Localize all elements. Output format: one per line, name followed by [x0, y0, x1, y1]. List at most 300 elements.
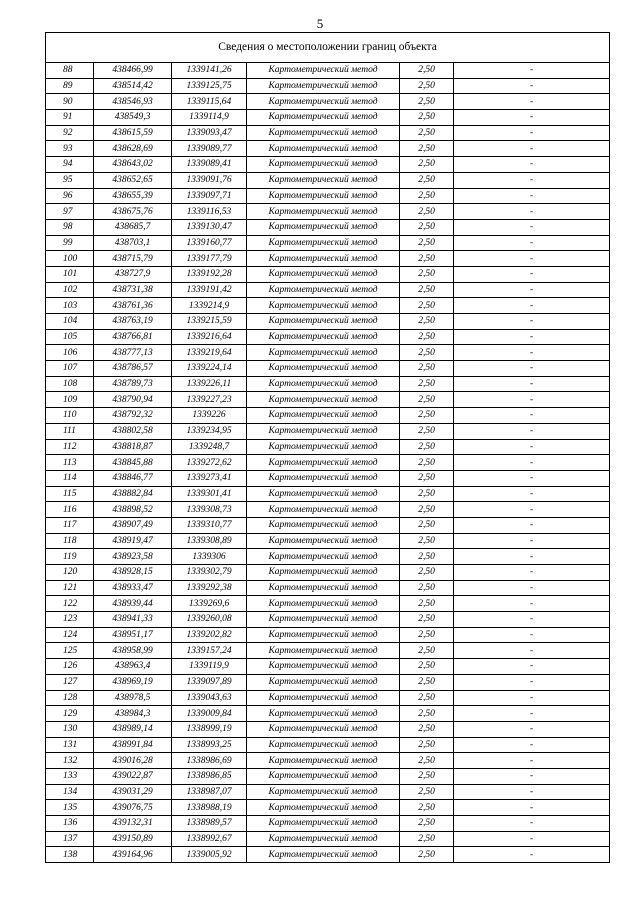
table-row: [46, 94, 610, 110]
accuracy-cell: 2,50: [400, 251, 454, 267]
coord-x-cell: 438978,5: [94, 690, 172, 706]
table-body: [46, 33, 610, 863]
table-row: [46, 219, 610, 235]
note-cell: -: [454, 596, 610, 612]
method-cell: Картометрический метод: [247, 690, 400, 706]
method-cell: Картометрический метод: [247, 596, 400, 612]
note-cell: -: [454, 282, 610, 298]
accuracy-cell: 2,50: [400, 470, 454, 486]
table-row: [46, 78, 610, 94]
method-cell: Картометрический метод: [247, 345, 400, 361]
table-row: [46, 706, 610, 722]
table-row: [46, 847, 610, 863]
accuracy-cell: 2,50: [400, 706, 454, 722]
table-row: [46, 63, 610, 79]
method-cell: Картометрический метод: [247, 533, 400, 549]
accuracy-cell: 2,50: [400, 266, 454, 282]
note-cell: -: [454, 298, 610, 314]
method-cell: Картометрический метод: [247, 78, 400, 94]
page-number: 5: [316, 16, 324, 31]
coord-y-cell: 1339301,41: [172, 486, 247, 502]
accuracy-cell: 2,50: [400, 721, 454, 737]
point-number-cell: 128: [46, 690, 94, 706]
coord-y-cell: 1339308,73: [172, 502, 247, 518]
table-row: [46, 392, 610, 408]
accuracy-cell: 2,50: [400, 800, 454, 816]
note-cell: -: [454, 266, 610, 282]
note-cell: -: [454, 674, 610, 690]
coord-y-cell: 1339215,59: [172, 314, 247, 330]
table-row: [46, 110, 610, 126]
note-cell: -: [454, 800, 610, 816]
coord-y-cell: 1338999,19: [172, 721, 247, 737]
point-number-cell: 112: [46, 439, 94, 455]
table-row: [46, 266, 610, 282]
coord-y-cell: 1339226: [172, 408, 247, 424]
point-number-cell: 105: [46, 329, 94, 345]
note-cell: -: [454, 816, 610, 832]
note-cell: -: [454, 784, 610, 800]
point-number-cell: 126: [46, 659, 94, 675]
coord-y-cell: 1339005,92: [172, 847, 247, 863]
point-number-cell: 92: [46, 125, 94, 141]
table-row: [46, 627, 610, 643]
coord-x-cell: 438958,99: [94, 643, 172, 659]
note-cell: -: [454, 423, 610, 439]
point-number-cell: 122: [46, 596, 94, 612]
coord-y-cell: 1339192,28: [172, 266, 247, 282]
coord-x-cell: 438685,7: [94, 219, 172, 235]
coord-x-cell: 438969,19: [94, 674, 172, 690]
note-cell: -: [454, 141, 610, 157]
note-cell: -: [454, 439, 610, 455]
note-cell: -: [454, 251, 610, 267]
coord-x-cell: 438727,9: [94, 266, 172, 282]
method-cell: Картометрический метод: [247, 314, 400, 330]
note-cell: -: [454, 549, 610, 565]
point-number-cell: 114: [46, 470, 94, 486]
method-cell: Картометрический метод: [247, 847, 400, 863]
table-row: [46, 455, 610, 471]
table-row: [46, 502, 610, 518]
table-row: [46, 690, 610, 706]
table-row: [46, 517, 610, 533]
table-row: [46, 157, 610, 173]
point-number-cell: 125: [46, 643, 94, 659]
coord-y-cell: 1339224,14: [172, 361, 247, 377]
coord-y-cell: 1339219,64: [172, 345, 247, 361]
method-cell: Картометрический метод: [247, 486, 400, 502]
accuracy-cell: 2,50: [400, 753, 454, 769]
point-number-cell: 94: [46, 157, 94, 173]
table-row: [46, 408, 610, 424]
coord-x-cell: 438786,57: [94, 361, 172, 377]
accuracy-cell: 2,50: [400, 78, 454, 94]
point-number-cell: 91: [46, 110, 94, 126]
point-number-cell: 130: [46, 721, 94, 737]
accuracy-cell: 2,50: [400, 737, 454, 753]
method-cell: Картометрический метод: [247, 517, 400, 533]
method-cell: Картометрический метод: [247, 565, 400, 581]
accuracy-cell: 2,50: [400, 831, 454, 847]
accuracy-cell: 2,50: [400, 690, 454, 706]
note-cell: -: [454, 345, 610, 361]
accuracy-cell: 2,50: [400, 580, 454, 596]
table-row: [46, 141, 610, 157]
coord-x-cell: 438628,69: [94, 141, 172, 157]
method-cell: Картометрический метод: [247, 627, 400, 643]
point-number-cell: 96: [46, 188, 94, 204]
coord-x-cell: 438703,1: [94, 235, 172, 251]
table-row: [46, 565, 610, 581]
table-row: [46, 282, 610, 298]
accuracy-cell: 2,50: [400, 674, 454, 690]
coord-y-cell: 1339160,77: [172, 235, 247, 251]
accuracy-cell: 2,50: [400, 361, 454, 377]
note-cell: -: [454, 408, 610, 424]
accuracy-cell: 2,50: [400, 172, 454, 188]
coord-x-cell: 438984,3: [94, 706, 172, 722]
point-number-cell: 135: [46, 800, 94, 816]
note-cell: -: [454, 392, 610, 408]
coord-y-cell: 1339214,9: [172, 298, 247, 314]
coord-y-cell: 1339177,79: [172, 251, 247, 267]
note-cell: -: [454, 376, 610, 392]
point-number-cell: 90: [46, 94, 94, 110]
coord-x-cell: 438675,76: [94, 204, 172, 220]
table-row: [46, 329, 610, 345]
table-row: [46, 721, 610, 737]
method-cell: Картометрический метод: [247, 172, 400, 188]
accuracy-cell: 2,50: [400, 408, 454, 424]
method-cell: Картометрический метод: [247, 110, 400, 126]
table-row: [46, 298, 610, 314]
coord-y-cell: 1339009,84: [172, 706, 247, 722]
table-row: [46, 549, 610, 565]
table-row: [46, 486, 610, 502]
note-cell: -: [454, 235, 610, 251]
point-number-cell: 99: [46, 235, 94, 251]
coord-x-cell: 438846,77: [94, 470, 172, 486]
coord-y-cell: 1338986,85: [172, 768, 247, 784]
point-number-cell: 134: [46, 784, 94, 800]
table-title: Сведения о местоположении границ объекта: [46, 33, 610, 63]
method-cell: Картометрический метод: [247, 157, 400, 173]
table-row: [46, 361, 610, 377]
table-row: [46, 659, 610, 675]
table-row: [46, 204, 610, 220]
point-number-cell: 106: [46, 345, 94, 361]
note-cell: -: [454, 612, 610, 628]
point-number-cell: 120: [46, 565, 94, 581]
method-cell: Картометрический метод: [247, 674, 400, 690]
coord-x-cell: 438789,73: [94, 376, 172, 392]
table-row: [46, 753, 610, 769]
coord-x-cell: 438643,02: [94, 157, 172, 173]
method-cell: Картометрический метод: [247, 251, 400, 267]
point-number-cell: 115: [46, 486, 94, 502]
coord-y-cell: 1339260,08: [172, 612, 247, 628]
note-cell: -: [454, 157, 610, 173]
method-cell: Картометрический метод: [247, 659, 400, 675]
accuracy-cell: 2,50: [400, 502, 454, 518]
point-number-cell: 93: [46, 141, 94, 157]
coord-x-cell: 438761,36: [94, 298, 172, 314]
accuracy-cell: 2,50: [400, 376, 454, 392]
coord-y-cell: 1339125,75: [172, 78, 247, 94]
table-row: [46, 470, 610, 486]
point-number-cell: 117: [46, 517, 94, 533]
point-number-cell: 127: [46, 674, 94, 690]
coord-y-cell: 1339310,77: [172, 517, 247, 533]
accuracy-cell: 2,50: [400, 847, 454, 863]
point-number-cell: 119: [46, 549, 94, 565]
method-cell: Картометрический метод: [247, 643, 400, 659]
accuracy-cell: 2,50: [400, 627, 454, 643]
table-row: [46, 831, 610, 847]
coord-y-cell: 1339093,47: [172, 125, 247, 141]
note-cell: -: [454, 831, 610, 847]
method-cell: Картометрический метод: [247, 361, 400, 377]
table-row: [46, 737, 610, 753]
note-cell: -: [454, 643, 610, 659]
accuracy-cell: 2,50: [400, 643, 454, 659]
coord-y-cell: 1339202,82: [172, 627, 247, 643]
coord-y-cell: 1339269,6: [172, 596, 247, 612]
note-cell: -: [454, 721, 610, 737]
point-number-cell: 103: [46, 298, 94, 314]
coord-x-cell: 438766,81: [94, 329, 172, 345]
accuracy-cell: 2,50: [400, 94, 454, 110]
method-cell: Картометрический метод: [247, 376, 400, 392]
table-row: [46, 439, 610, 455]
accuracy-cell: 2,50: [400, 455, 454, 471]
coord-x-cell: 438549,3: [94, 110, 172, 126]
coord-y-cell: 1339302,79: [172, 565, 247, 581]
point-number-cell: 110: [46, 408, 94, 424]
coord-x-cell: 438731,38: [94, 282, 172, 298]
coord-x-cell: 438845,88: [94, 455, 172, 471]
coord-x-cell: 438951,17: [94, 627, 172, 643]
table-row: [46, 784, 610, 800]
note-cell: -: [454, 706, 610, 722]
accuracy-cell: 2,50: [400, 125, 454, 141]
coord-x-cell: 439016,28: [94, 753, 172, 769]
coord-x-cell: 438919,47: [94, 533, 172, 549]
method-cell: Картометрический метод: [247, 439, 400, 455]
accuracy-cell: 2,50: [400, 219, 454, 235]
accuracy-cell: 2,50: [400, 392, 454, 408]
method-cell: Картометрический метод: [247, 141, 400, 157]
method-cell: Картометрический метод: [247, 329, 400, 345]
method-cell: Картометрический метод: [247, 784, 400, 800]
coord-y-cell: 1339292,38: [172, 580, 247, 596]
table-row: [46, 800, 610, 816]
coord-y-cell: 1339089,77: [172, 141, 247, 157]
accuracy-cell: 2,50: [400, 329, 454, 345]
method-cell: Картометрический метод: [247, 408, 400, 424]
coord-x-cell: 438715,79: [94, 251, 172, 267]
method-cell: Картометрический метод: [247, 298, 400, 314]
accuracy-cell: 2,50: [400, 235, 454, 251]
coord-x-cell: 438991,84: [94, 737, 172, 753]
coord-x-cell: 438963,4: [94, 659, 172, 675]
method-cell: Картометрический метод: [247, 800, 400, 816]
note-cell: -: [454, 455, 610, 471]
point-number-cell: 124: [46, 627, 94, 643]
coord-y-cell: 1339115,64: [172, 94, 247, 110]
coord-x-cell: 438923,58: [94, 549, 172, 565]
table-row: [46, 345, 610, 361]
coord-x-cell: 438792,32: [94, 408, 172, 424]
point-number-cell: 109: [46, 392, 94, 408]
coord-y-cell: 1338993,25: [172, 737, 247, 753]
coord-y-cell: 1339226,11: [172, 376, 247, 392]
point-number-cell: 121: [46, 580, 94, 596]
method-cell: Картометрический метод: [247, 502, 400, 518]
note-cell: -: [454, 219, 610, 235]
method-cell: Картометрический метод: [247, 831, 400, 847]
boundary-coordinates-table: [45, 32, 610, 863]
accuracy-cell: 2,50: [400, 565, 454, 581]
point-number-cell: 137: [46, 831, 94, 847]
coord-y-cell: 1339119,9: [172, 659, 247, 675]
method-cell: Картометрический метод: [247, 188, 400, 204]
note-cell: -: [454, 659, 610, 675]
method-cell: Картометрический метод: [247, 392, 400, 408]
note-cell: -: [454, 110, 610, 126]
method-cell: Картометрический метод: [247, 235, 400, 251]
coord-x-cell: 438928,15: [94, 565, 172, 581]
coord-y-cell: 1339097,89: [172, 674, 247, 690]
coord-y-cell: 1339306: [172, 549, 247, 565]
point-number-cell: 136: [46, 816, 94, 832]
coord-y-cell: 1339157,24: [172, 643, 247, 659]
accuracy-cell: 2,50: [400, 486, 454, 502]
table-row: [46, 768, 610, 784]
point-number-cell: 88: [46, 63, 94, 79]
table-row: [46, 596, 610, 612]
coord-y-cell: 1339116,53: [172, 204, 247, 220]
method-cell: Картометрический метод: [247, 768, 400, 784]
coord-x-cell: 438941,33: [94, 612, 172, 628]
accuracy-cell: 2,50: [400, 282, 454, 298]
coord-x-cell: 439022,87: [94, 768, 172, 784]
coord-x-cell: 438933,47: [94, 580, 172, 596]
method-cell: Картометрический метод: [247, 219, 400, 235]
coord-y-cell: 1339089,41: [172, 157, 247, 173]
table-row: [46, 423, 610, 439]
method-cell: Картометрический метод: [247, 266, 400, 282]
accuracy-cell: 2,50: [400, 533, 454, 549]
coord-x-cell: 438546,93: [94, 94, 172, 110]
point-number-cell: 108: [46, 376, 94, 392]
method-cell: Картометрический метод: [247, 816, 400, 832]
table-row: [46, 188, 610, 204]
accuracy-cell: 2,50: [400, 63, 454, 79]
coord-x-cell: 438939,44: [94, 596, 172, 612]
point-number-cell: 111: [46, 423, 94, 439]
accuracy-cell: 2,50: [400, 423, 454, 439]
point-number-cell: 131: [46, 737, 94, 753]
coord-x-cell: 439031,29: [94, 784, 172, 800]
note-cell: -: [454, 361, 610, 377]
accuracy-cell: 2,50: [400, 517, 454, 533]
note-cell: -: [454, 690, 610, 706]
method-cell: Картометрический метод: [247, 753, 400, 769]
note-cell: -: [454, 486, 610, 502]
table-row: [46, 612, 610, 628]
point-number-cell: 95: [46, 172, 94, 188]
coord-x-cell: 439132,31: [94, 816, 172, 832]
coord-x-cell: 438898,52: [94, 502, 172, 518]
note-cell: -: [454, 204, 610, 220]
accuracy-cell: 2,50: [400, 439, 454, 455]
accuracy-cell: 2,50: [400, 816, 454, 832]
note-cell: -: [454, 517, 610, 533]
point-number-cell: 116: [46, 502, 94, 518]
coord-y-cell: 1339141,26: [172, 63, 247, 79]
point-number-cell: 104: [46, 314, 94, 330]
point-number-cell: 118: [46, 533, 94, 549]
point-number-cell: 113: [46, 455, 94, 471]
coord-y-cell: 1339191,42: [172, 282, 247, 298]
point-number-cell: 107: [46, 361, 94, 377]
note-cell: -: [454, 314, 610, 330]
method-cell: Картометрический метод: [247, 204, 400, 220]
coord-y-cell: 1338986,69: [172, 753, 247, 769]
table-row: [46, 533, 610, 549]
method-cell: Картометрический метод: [247, 612, 400, 628]
point-number-cell: 138: [46, 847, 94, 863]
point-number-cell: 101: [46, 266, 94, 282]
method-cell: Картометрический метод: [247, 470, 400, 486]
coord-x-cell: 438763,19: [94, 314, 172, 330]
accuracy-cell: 2,50: [400, 314, 454, 330]
coord-y-cell: 1339043,63: [172, 690, 247, 706]
note-cell: -: [454, 188, 610, 204]
note-cell: -: [454, 737, 610, 753]
coord-y-cell: 1339308,89: [172, 533, 247, 549]
method-cell: Картометрический метод: [247, 737, 400, 753]
accuracy-cell: 2,50: [400, 298, 454, 314]
coord-y-cell: 1339227,23: [172, 392, 247, 408]
point-number-cell: 98: [46, 219, 94, 235]
coord-x-cell: 438466,99: [94, 63, 172, 79]
coord-y-cell: 1339114,9: [172, 110, 247, 126]
coord-x-cell: 438907,49: [94, 517, 172, 533]
coord-x-cell: 438818,87: [94, 439, 172, 455]
method-cell: Картометрический метод: [247, 125, 400, 141]
accuracy-cell: 2,50: [400, 188, 454, 204]
accuracy-cell: 2,50: [400, 141, 454, 157]
point-number-cell: 97: [46, 204, 94, 220]
table-row: [46, 376, 610, 392]
point-number-cell: 102: [46, 282, 94, 298]
method-cell: Картометрический метод: [247, 423, 400, 439]
point-number-cell: 123: [46, 612, 94, 628]
coord-x-cell: 438615,59: [94, 125, 172, 141]
accuracy-cell: 2,50: [400, 345, 454, 361]
note-cell: -: [454, 172, 610, 188]
note-cell: -: [454, 768, 610, 784]
note-cell: -: [454, 847, 610, 863]
note-cell: -: [454, 329, 610, 345]
coord-y-cell: 1339248,7: [172, 439, 247, 455]
accuracy-cell: 2,50: [400, 659, 454, 675]
coord-y-cell: 1338988,19: [172, 800, 247, 816]
coord-x-cell: 438514,42: [94, 78, 172, 94]
